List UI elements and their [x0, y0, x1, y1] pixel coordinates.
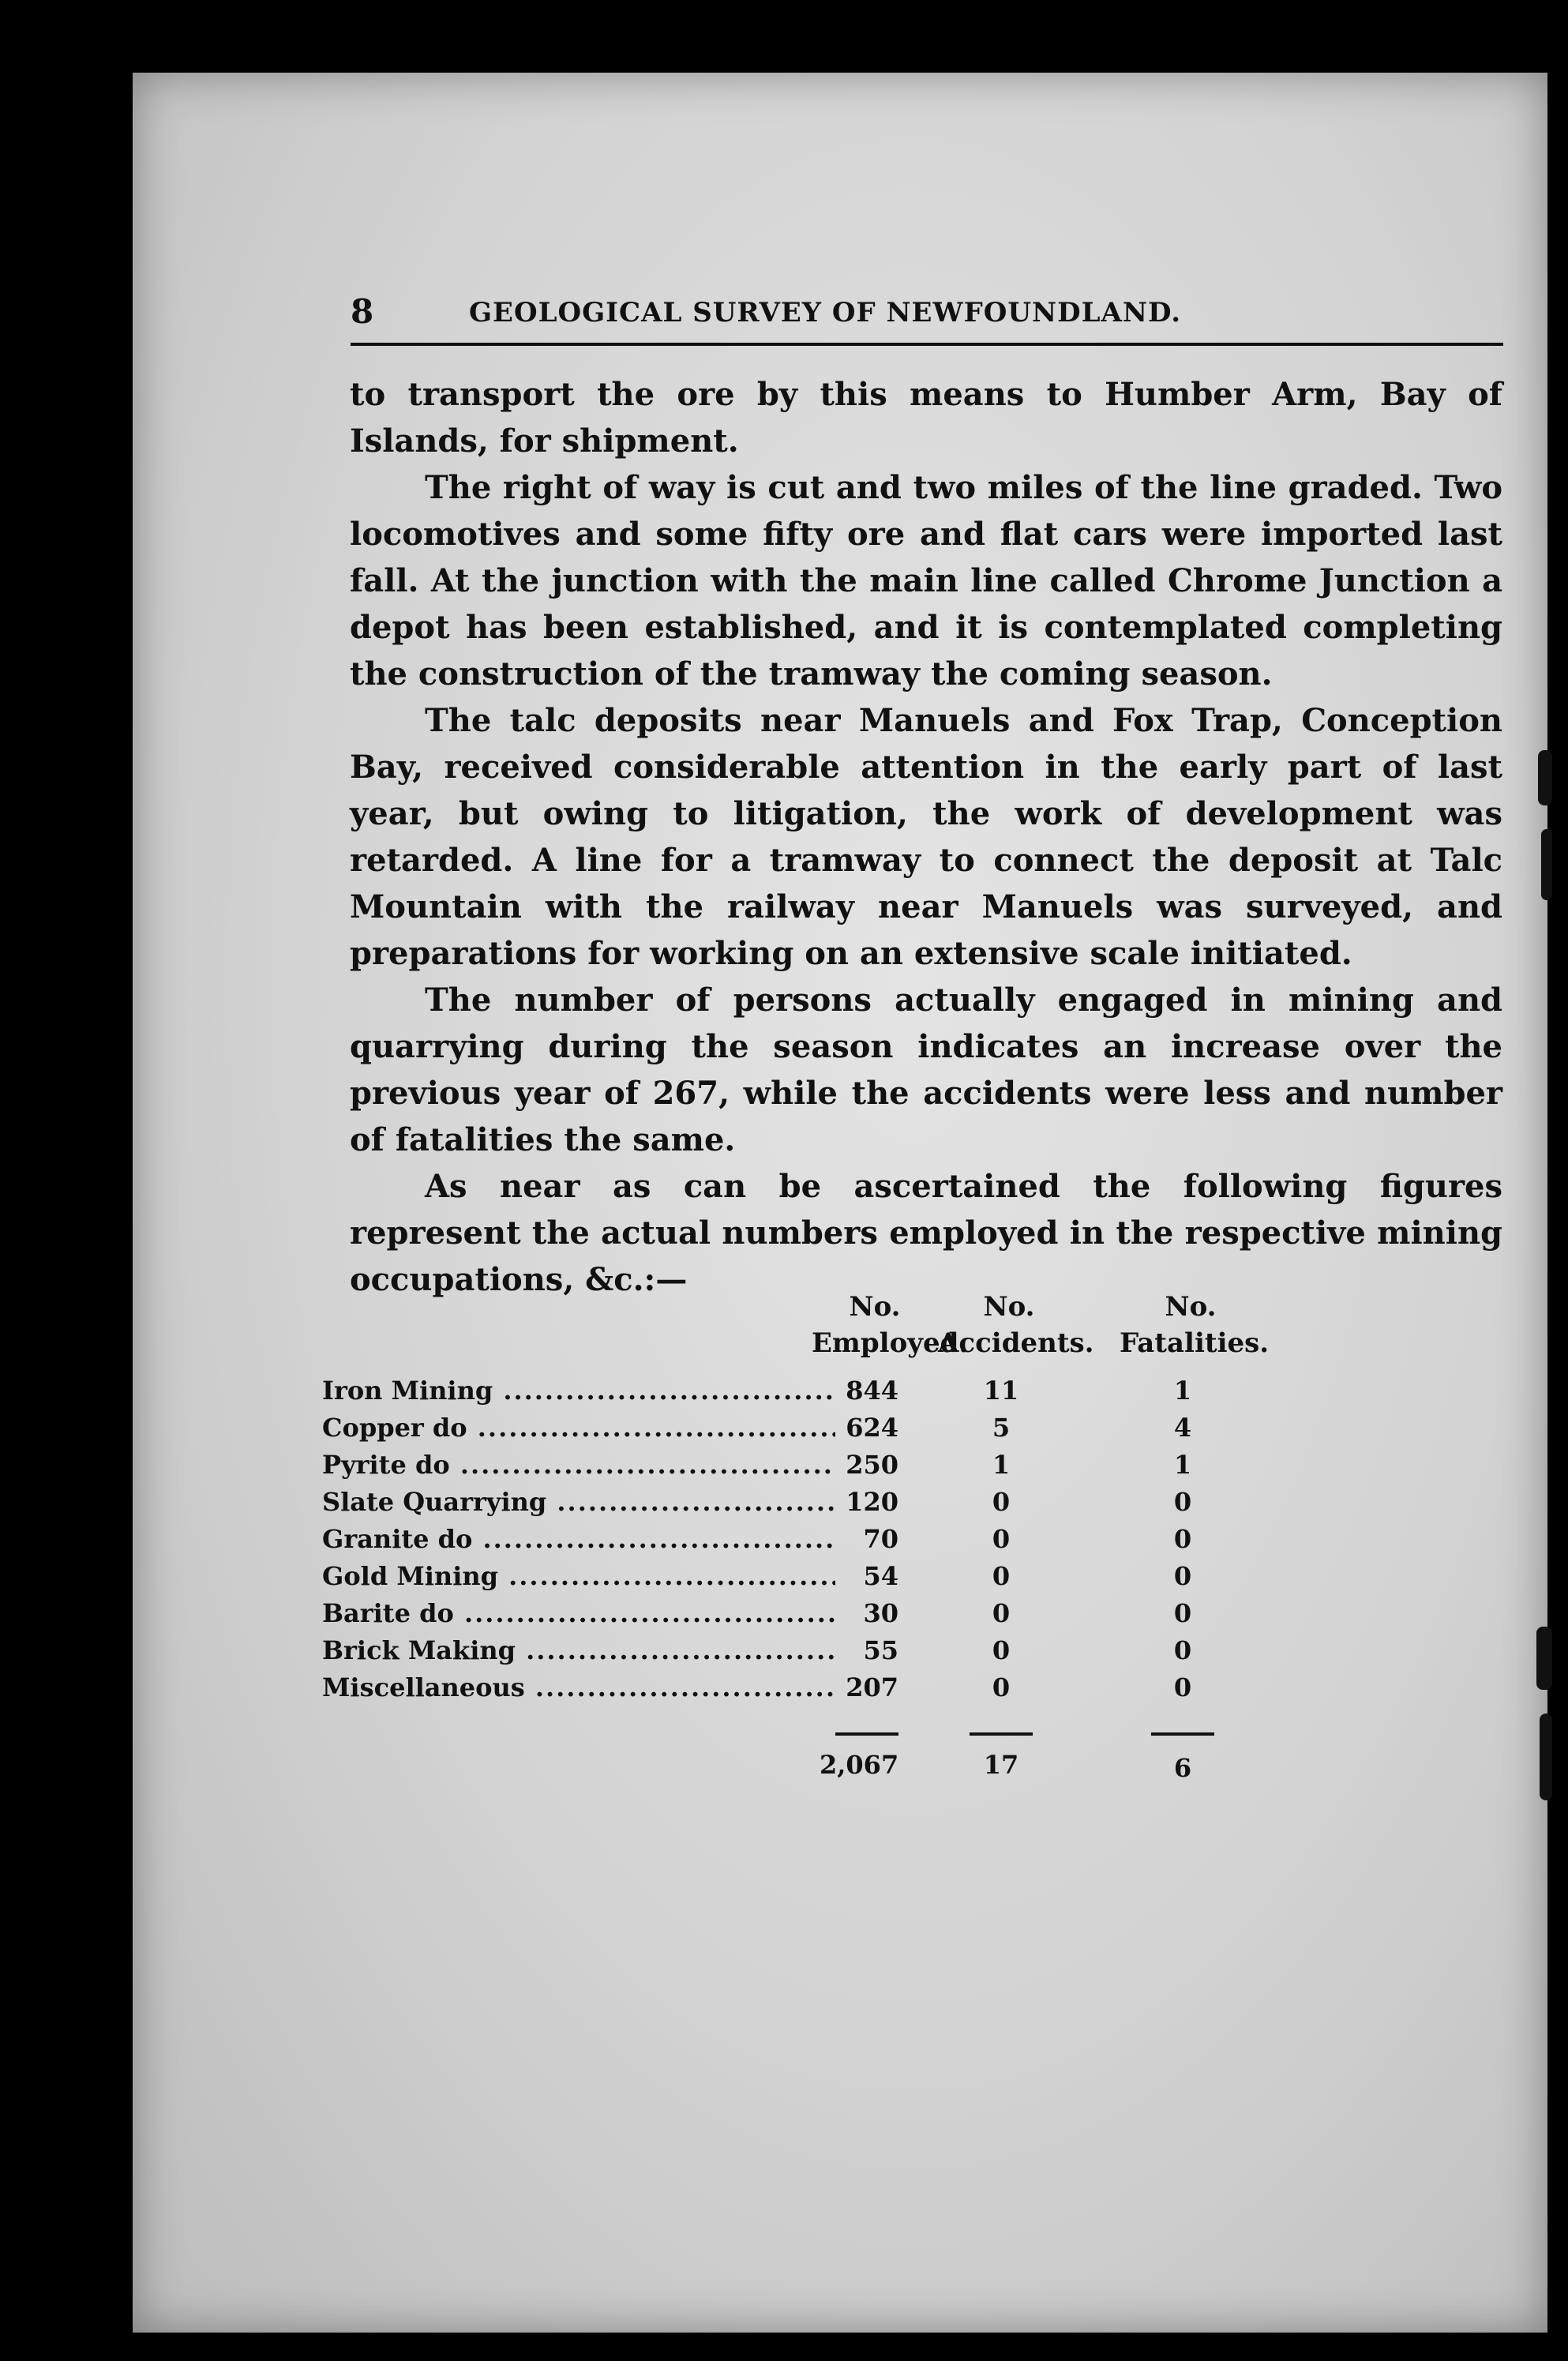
body-text [350, 371, 1502, 1303]
row-accidents: 0 [992, 1561, 1011, 1591]
row-fatalities: 1 [1173, 1376, 1192, 1406]
row-fatalities: 4 [1173, 1413, 1192, 1443]
row-label: Miscellaneous ..... [322, 1672, 835, 1702]
header-accidents [938, 1289, 1094, 1361]
row-fatalities: 0 [1173, 1598, 1192, 1628]
row-accidents: 0 [992, 1524, 1011, 1554]
row-employed: 54 [863, 1561, 898, 1591]
row-fatalities: 1 [1173, 1450, 1192, 1480]
row-fatalities: 0 [1173, 1635, 1192, 1665]
row-fatalities: 0 [1173, 1561, 1192, 1591]
row-accidents: 11 [983, 1376, 1019, 1406]
total-rule-employed [835, 1732, 898, 1736]
row-fatalities: 0 [1173, 1487, 1192, 1517]
row-accidents: 0 [992, 1672, 1011, 1702]
header-employed-line1: No. [849, 1291, 901, 1323]
total-rule-accidents [970, 1732, 1033, 1736]
row-accidents: 0 [992, 1598, 1011, 1628]
total-fatalities: 6 [1173, 1753, 1192, 1783]
table-row [322, 1413, 1506, 1450]
table-row [322, 1672, 1506, 1710]
paragraph-right-of-way: The right of way is cut and two miles of the line graded. Two locomotives and some fifty ore and flat cars were imported last fall. At the junction with the main line called Chrome Junction a depot has been established, and it is contemplated completing the construction of the tramway the coming season. [350, 469, 1502, 693]
row-employed: 844 [846, 1376, 898, 1406]
scan-edge-mark [1538, 750, 1552, 805]
header-fatalities [1120, 1289, 1270, 1361]
row-fatalities: 0 [1173, 1672, 1192, 1702]
total-employed: 2,067 [820, 1750, 899, 1780]
table-row [322, 1561, 1506, 1598]
paragraph-persons-engaged: The number of persons actually engaged in mining and quarrying during the season indicates an increase over the previous year of 267, while the accidents were less and number of fatalities the same. [350, 982, 1502, 1158]
header-fatalities-line2: Fatalities. [1120, 1327, 1270, 1359]
row-employed: 70 [863, 1524, 898, 1554]
table-row [322, 1524, 1506, 1561]
row-label: Pyrite do ..... [322, 1450, 835, 1480]
paragraph-talc-deposits: The talc deposits near Manuels and Fox Trap, Conception Bay, received considerable attention in the early part of last year, but owing to litigation, the work of development was retarded. A line for a tramway to connect the deposit at Talc Mountain with the railway near Manuels was surveyed, and preparations for working on an extensive scale initiated. [350, 702, 1502, 972]
total-accidents: 17 [983, 1750, 1019, 1780]
row-label: Gold Mining ..... [322, 1561, 835, 1591]
header-employed [812, 1289, 969, 1361]
scanned-page [133, 73, 1547, 2333]
row-fatalities: 0 [1173, 1524, 1192, 1554]
paragraph-continued: to transport the ore by this means to Humber Arm, Bay of Islands, for shipment. [350, 376, 1502, 460]
row-label: Slate Quarrying ..... [322, 1487, 835, 1517]
total-rule-fatalities [1151, 1732, 1214, 1736]
row-accidents: 0 [992, 1487, 1011, 1517]
row-employed: 624 [846, 1413, 898, 1443]
header-fatalities-line1: No. [1165, 1291, 1217, 1323]
row-label: Barite do ..... [322, 1598, 835, 1628]
page-header [351, 292, 1503, 346]
paragraph-figures-intro: As near as can be ascertained the following figures represent the actual numbers employed in the respective mining occupations, &c.:— [350, 1168, 1502, 1298]
scan-edge-mark [1536, 1627, 1552, 1690]
table-row [322, 1598, 1506, 1635]
row-employed: 207 [846, 1672, 898, 1702]
scan-edge-mark [1541, 829, 1552, 900]
row-label: Granite do ..... [322, 1524, 835, 1554]
header-accidents-line2: Accidents. [938, 1327, 1094, 1359]
page-number: 8 [351, 292, 374, 331]
row-label: Copper do ..... [322, 1413, 835, 1443]
row-accidents: 1 [992, 1450, 1011, 1480]
row-accidents: 0 [992, 1635, 1011, 1665]
table-row [322, 1376, 1506, 1413]
row-employed: 250 [846, 1450, 898, 1480]
header-employed-line2: Employed. [812, 1327, 969, 1359]
mining-employment-table [322, 1289, 1506, 1841]
table-row [322, 1487, 1506, 1524]
table-row [322, 1635, 1506, 1672]
table-row [322, 1450, 1506, 1487]
row-accidents: 5 [992, 1413, 1011, 1443]
row-employed: 55 [863, 1635, 898, 1665]
row-employed: 120 [846, 1487, 898, 1517]
scan-edge-mark [1540, 1714, 1552, 1800]
row-label: Brick Making ..... [322, 1635, 835, 1665]
row-label: Iron Mining ..... [322, 1376, 835, 1406]
running-head: GEOLOGICAL SURVEY OF NEWFOUNDLAND. [469, 297, 1182, 328]
header-accidents-line1: No. [983, 1291, 1035, 1323]
row-employed: 30 [863, 1598, 898, 1628]
